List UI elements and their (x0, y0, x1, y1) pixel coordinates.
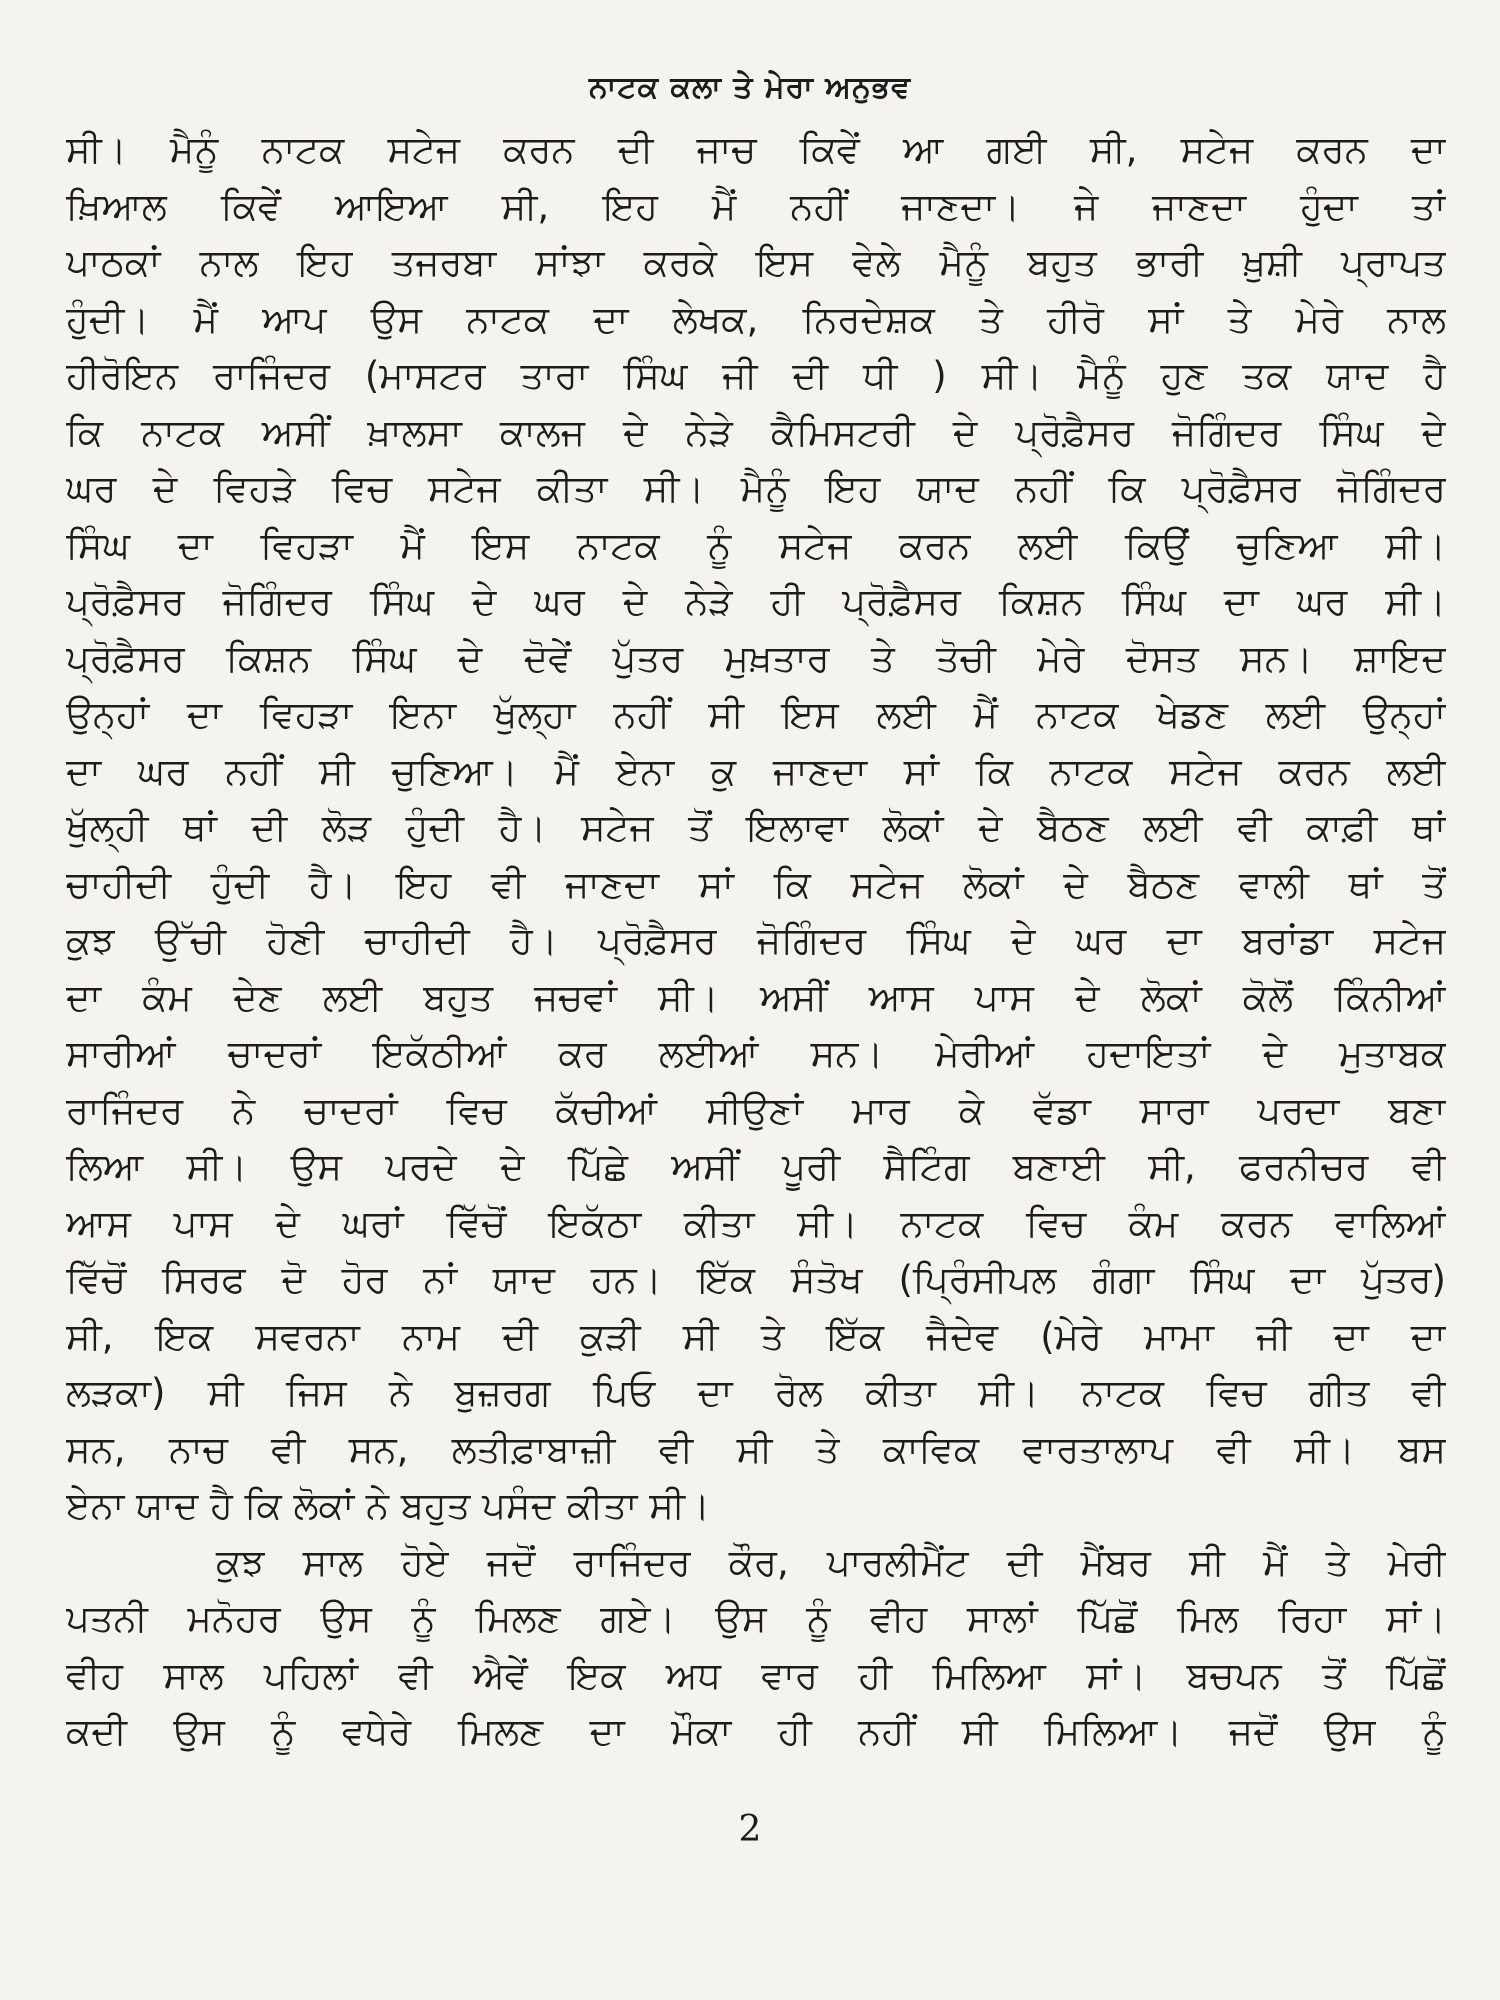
text-line: ਰਾਜਿੰਦਰ ਨੇ ਚਾਦਰਾਂ ਵਿਚ ਕੱਚੀਆਂ ਸੀਉਣਾਂ ਮਾਰ ਕੇ ਵੱਡਾ ਸਾਰਾ ਪਰਦਾ ਬਣਾ (66, 1088, 1446, 1132)
text-line: ਦਾ ਕੰਮ ਦੇਣ ਲਈ ਬਹੁਤ ਜਚਵਾਂ ਸੀ। ਅਸੀਂ ਆਸ ਪਾਸ ਦੇ ਲੋਕਾਂ ਕੋਲੋਂ ਕਿੰਨੀਆਂ (66, 975, 1446, 1019)
text-line: ਸੀ। ਮੈਨੂੰ ਨਾਟਕ ਸਟੇਜ ਕਰਨ ਦੀ ਜਾਚ ਕਿਵੇਂ ਆ ਗਈ ਸੀ, ਸਟੇਜ ਕਰਨ ਦਾ (66, 128, 1446, 171)
text-line: ਘਰ ਦੇ ਵਿਹੜੇ ਵਿਚ ਸਟੇਜ ਕੀਤਾ ਸੀ। ਮੈਨੂੰ ਇਹ ਯਾਦ ਨਹੀਂ ਕਿ ਪ੍ਰੋਫ਼ੈਸਰ ਜੋਗਿੰਦਰ (66, 467, 1446, 510)
paragraph-end-line: ਏਨਾ ਯਾਦ ਹੈ ਕਿ ਲੋਕਾਂ ਨੇ ਬਹੁਤ ਪਸੰਦ ਕੀਤਾ ਸੀ। (66, 1484, 710, 1527)
page-number: 2 (738, 1809, 762, 1850)
text-line: ਹੀਰੋਇਨ ਰਾਜਿੰਦਰ (ਮਾਸਟਰ ਤਾਰਾ ਸਿੰਘ ਜੀ ਦੀ ਧੀ ) ਸੀ। ਮੈਨੂੰ ਹੁਣ ਤਕ ਯਾਦ ਹੈ (66, 354, 1446, 397)
text-line: ਵਿੱਚੋਂ ਸਿਰਫ ਦੋ ਹੋਰ ਨਾਂ ਯਾਦ ਹਨ। ਇੱਕ ਸੰਤੋਖ (ਪ੍ਰਿੰਸੀਪਲ ਗੰਗਾ ਸਿੰਘ ਦਾ ਪੁੱਤਰ) (66, 1258, 1446, 1301)
paragraph-start-line: ਕੁਝ ਸਾਲ ਹੋਏ ਜਦੋਂ ਰਾਜਿੰਦਰ ਕੌਰ, ਪਾਰਲੀਮੈਂਟ ਦੀ ਮੈਂਬਰ ਸੀ ਮੈਂ ਤੇ ਮੇਰੀ (216, 1540, 1446, 1584)
text-line: ਪਤਨੀ ਮਨੋਹਰ ਉਸ ਨੂੰ ਮਿਲਣ ਗਏ। ਉਸ ਨੂੰ ਵੀਹ ਸਾਲਾਂ ਪਿੱਛੋਂ ਮਿਲ ਰਿਹਾ ਸਾਂ। (66, 1597, 1446, 1640)
text-line: ਪਾਠਕਾਂ ਨਾਲ ਇਹ ਤਜਰਬਾ ਸਾਂਝਾ ਕਰਕੇ ਇਸ ਵੇਲੇ ਮੈਨੂੰ ਬਹੁਤ ਭਾਰੀ ਖ਼ੁਸ਼ੀ ਪ੍ਰਾਪਤ (66, 241, 1446, 284)
text-line: ਦਾ ਘਰ ਨਹੀਂ ਸੀ ਚੁਣਿਆ। ਮੈਂ ਏਨਾ ਕੁ ਜਾਣਦਾ ਸਾਂ ਕਿ ਨਾਟਕ ਸਟੇਜ ਕਰਨ ਲਈ (66, 749, 1446, 793)
text-line: ਖ਼ਿਆਲ ਕਿਵੇਂ ਆਇਆ ਸੀ, ਇਹ ਮੈਂ ਨਹੀਂ ਜਾਣਦਾ। ਜੇ ਜਾਣਦਾ ਹੁੰਦਾ ਤਾਂ (66, 184, 1446, 228)
text-line: ਪ੍ਰੋਫ਼ੈਸਰ ਕਿਸ਼ਨ ਸਿੰਘ ਦੇ ਦੋਵੇਂ ਪੁੱਤਰ ਮੁਖ਼ਤਾਰ ਤੇ ਤੋਚੀ ਮੇਰੇ ਦੋਸਤ ਸਨ। ਸ਼ਾਇਦ (66, 636, 1446, 680)
text-line: ਉਨ੍ਹਾਂ ਦਾ ਵਿਹੜਾ ਇਨਾ ਖੁੱਲ੍ਹਾ ਨਹੀਂ ਸੀ ਇਸ ਲਈ ਮੈਂ ਨਾਟਕ ਖੇਡਣ ਲਈ ਉਨ੍ਹਾਂ (66, 693, 1446, 736)
text-line: ਆਸ ਪਾਸ ਦੇ ਘਰਾਂ ਵਿੱਚੋਂ ਇਕੱਠਾ ਕੀਤਾ ਸੀ। ਨਾਟਕ ਵਿਚ ਕੰਮ ਕਰਨ ਵਾਲਿਆਂ (66, 1201, 1446, 1245)
text-line: ਲਿਆ ਸੀ। ਉਸ ਪਰਦੇ ਦੇ ਪਿੱਛੇ ਅਸੀਂ ਪੂਰੀ ਸੈਟਿੰਗ ਬਣਾਈ ਸੀ, ਫਰਨੀਚਰ ਵੀ (66, 1145, 1446, 1188)
text-line: ਸਨ, ਨਾਚ ਵੀ ਸਨ, ਲਤੀਫ਼ਾਬਾਜ਼ੀ ਵੀ ਸੀ ਤੇ ਕਾਵਿਕ ਵਾਰਤਾਲਾਪ ਵੀ ਸੀ। ਬਸ (66, 1427, 1446, 1471)
text-line: ਕੁਝ ਉੱਚੀ ਹੋਣੀ ਚਾਹੀਦੀ ਹੈ। ਪ੍ਰੋਫ਼ੈਸਰ ਜੋਗਿੰਦਰ ਸਿੰਘ ਦੇ ਘਰ ਦਾ ਬਰਾਂਡਾ ਸਟੇਜ (66, 919, 1446, 962)
text-line: ਪ੍ਰੋਫ਼ੈਸਰ ਜੋਗਿੰਦਰ ਸਿੰਘ ਦੇ ਘਰ ਦੇ ਨੇੜੇ ਹੀ ਪ੍ਰੋਫ਼ੈਸਰ ਕਿਸ਼ਨ ਸਿੰਘ ਦਾ ਘਰ ਸੀ। (66, 580, 1446, 623)
text-line: ਲੜਕਾ) ਸੀ ਜਿਸ ਨੇ ਬੁਜ਼ਰਗ ਪਿਓ ਦਾ ਰੋਲ ਕੀਤਾ ਸੀ। ਨਾਟਕ ਵਿਚ ਗੀਤ ਵੀ (66, 1371, 1446, 1414)
text-line: ਸਿੰਘ ਦਾ ਵਿਹੜਾ ਮੈਂ ਇਸ ਨਾਟਕ ਨੂੰ ਸਟੇਜ ਕਰਨ ਲਈ ਕਿਉਂ ਚੁਣਿਆ ਸੀ। (66, 523, 1446, 567)
text-line: ਹੁੰਦੀ। ਮੈਂ ਆਪ ਉਸ ਨਾਟਕ ਦਾ ਲੇਖਕ, ਨਿਰਦੇਸ਼ਕ ਤੇ ਹੀਰੋ ਸਾਂ ਤੇ ਮੇਰੇ ਨਾਲ (66, 297, 1446, 341)
running-header: ਨਾਟਕ ਕਲਾ ਤੇ ਮੇਰਾ ਅਨੁਭਵ (589, 70, 911, 105)
text-line: ਸੀ, ਇਕ ਸਵਰਨਾ ਨਾਮ ਦੀ ਕੁੜੀ ਸੀ ਤੇ ਇੱਕ ਜੈਦੇਵ (ਮੇਰੇ ਮਾਮਾ ਜੀ ਦਾ ਦਾ (66, 1314, 1446, 1358)
text-line: ਵੀਹ ਸਾਲ ਪਹਿਲਾਂ ਵੀ ਐਵੇਂ ਇਕ ਅਧ ਵਾਰ ਹੀ ਮਿਲਿਆ ਸਾਂ। ਬਚਪਨ ਤੋਂ ਪਿੱਛੋਂ (66, 1653, 1446, 1697)
text-line: ਸਾਰੀਆਂ ਚਾਦਰਾਂ ਇਕੱਠੀਆਂ ਕਰ ਲਈਆਂ ਸਨ। ਮੇਰੀਆਂ ਹਦਾਇਤਾਂ ਦੇ ਮੁਤਾਬਕ (66, 1032, 1446, 1075)
text-line: ਖੁੱਲ੍ਹੀ ਥਾਂ ਦੀ ਲੋੜ ਹੁੰਦੀ ਹੈ। ਸਟੇਜ ਤੋਂ ਇਲਾਵਾ ਲੋਕਾਂ ਦੇ ਬੈਠਣ ਲਈ ਵੀ ਕਾਫ਼ੀ ਥਾਂ (66, 806, 1446, 849)
text-line: ਕਿ ਨਾਟਕ ਅਸੀਂ ਖ਼ਾਲਸਾ ਕਾਲਜ ਦੇ ਨੇੜੇ ਕੈਮਿਸਟਰੀ ਦੇ ਪ੍ਰੋਫ਼ੈਸਰ ਜੋਗਿੰਦਰ ਸਿੰਘ ਦੇ (66, 410, 1446, 454)
text-line: ਕਦੀ ਉਸ ਨੂੰ ਵਧੇਰੇ ਮਿਲਣ ਦਾ ਮੌਕਾ ਹੀ ਨਹੀਂ ਸੀ ਮਿਲਿਆ। ਜਦੋਂ ਉਸ ਨੂੰ (66, 1710, 1446, 1753)
body-text (66, 122, 1446, 1802)
text-line: ਚਾਹੀਦੀ ਹੁੰਦੀ ਹੈ। ਇਹ ਵੀ ਜਾਣਦਾ ਸਾਂ ਕਿ ਸਟੇਜ ਲੋਕਾਂ ਦੇ ਬੈਠਣ ਵਾਲੀ ਥਾਂ ਤੋਂ (66, 862, 1446, 906)
